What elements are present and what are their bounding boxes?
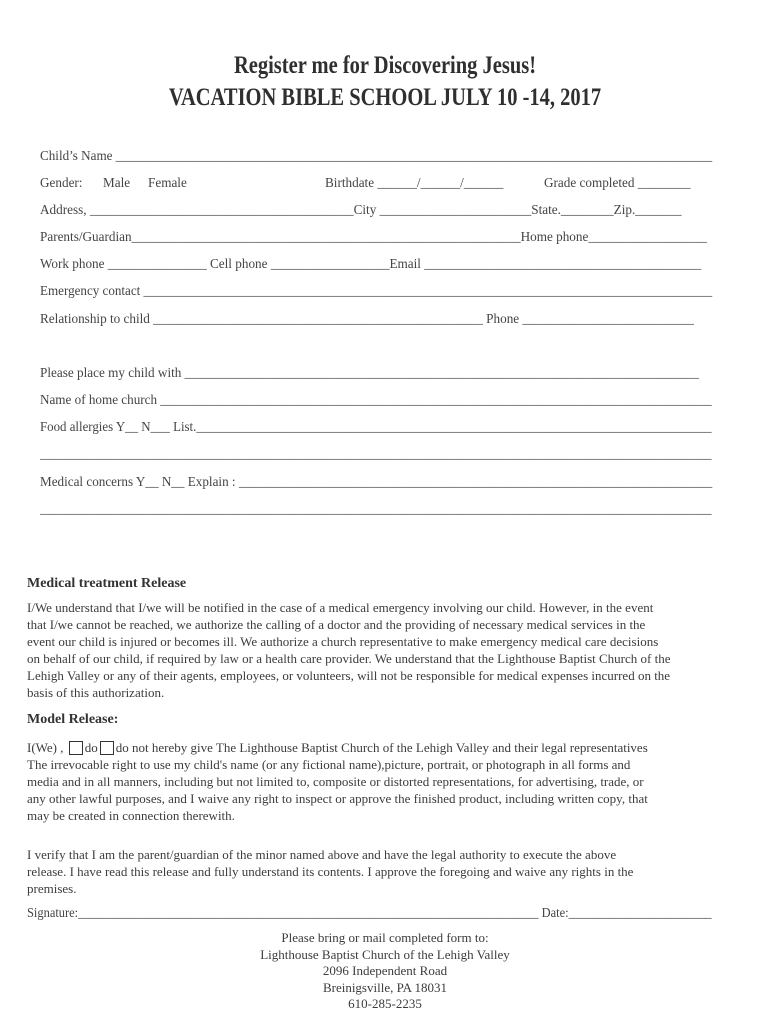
parents-field[interactable]: Parents/Guardian___________________________________________________________Home phone__________________ <box>40 229 708 244</box>
place-with-field[interactable]: Please place my child with ______________________________________________________________________________ <box>40 365 699 380</box>
model-release-text <box>27 739 747 824</box>
paragraph-line: on behalf of our child, if required by law or a health care provider. We understand that the Lighthouse Baptist Church of the <box>27 651 671 666</box>
footer-line: Please bring or mail completed form to: <box>281 930 489 945</box>
page-subtitle: VACATION BIBLE SCHOOL JULY 10 -14, 2017 <box>168 84 602 111</box>
birthdate-field[interactable]: Birthdate ______/______/______ <box>325 175 504 190</box>
emergency-contact-field[interactable]: Emergency contact _______________________________________________________________________________________ <box>40 283 713 298</box>
paragraph-line: I/We understand that I/we will be notified in the case of a medical emergency involving our child. However, in the event <box>27 600 654 615</box>
model-release-prefix: I(We) , <box>27 740 64 755</box>
gender-male-option[interactable]: Male <box>103 175 131 190</box>
model-release-suffix: do not hereby give The Lighthouse Baptist Church of the Lehigh Valley and their legal representatives <box>115 740 648 755</box>
paragraph-line: Lehigh Valley or any of their agents, employees, or volunteers, will not be responsible for medical expenses incurred on the <box>27 668 671 683</box>
footer-line: 2096 Independent Road <box>322 963 448 978</box>
signature-field[interactable]: Signature:__________________________________________________________________________ Date:_______________________ <box>27 905 712 920</box>
footer-line: Breinigsville, PA 18031 <box>322 979 448 995</box>
paragraph-line: that I/we cannot be reached, we authorize the calling of a doctor and the providing of necessary medical services in the <box>27 617 646 632</box>
work-phone-field[interactable]: Work phone _______________ Cell phone __________________Email __________________________________________ <box>40 256 702 271</box>
do-checkbox[interactable] <box>69 741 83 755</box>
do-label: do <box>84 740 98 755</box>
paragraph-line: may be created in connection therewith. <box>27 808 235 823</box>
blank-line[interactable]: ___________________________________________________________________________________________________________ <box>40 501 712 516</box>
footer-line: 610-285-2235 <box>348 996 422 1011</box>
relationship-field[interactable]: Relationship to child __________________________________________________ Phone __________________________ <box>40 311 694 326</box>
grade-field[interactable]: Grade completed ________ <box>544 175 691 190</box>
mailing-address <box>0 930 770 1013</box>
medical-release-heading: Medical treatment Release <box>27 576 187 591</box>
food-allergies-field[interactable]: Food allergies Y__ N___ List.________________________________________________________________________________ <box>40 419 712 434</box>
footer-line: Lighthouse Baptist Church of the Lehigh Valley <box>260 946 510 962</box>
blank-line[interactable]: ___________________________________________________________________________________________________________ <box>40 446 712 461</box>
gender-label: Gender: <box>40 175 83 190</box>
paragraph-line: premises. <box>27 881 77 896</box>
paragraph-line: release. I have read this release and fully understand its contents. I approve the foregoing and waive any rights in the <box>27 864 634 879</box>
paragraph-line: any other lawful purposes, and I waive any right to inspect or approve the finished product, including written copy, that <box>27 791 648 806</box>
verify-text <box>27 846 747 897</box>
page-title: Register me for Discovering Jesus! <box>233 52 537 79</box>
do-not-checkbox[interactable] <box>100 741 114 755</box>
address-field[interactable]: Address, ________________________________________City _______________________State.________Zip._______ <box>40 202 682 217</box>
medical-concerns-field[interactable]: Medical concerns Y__ N__ Explain : ________________________________________________________________________ <box>40 474 713 489</box>
gender-female-option[interactable]: Female <box>148 175 187 190</box>
paragraph-line: basis of this authorization. <box>27 685 165 700</box>
paragraph-line: media and in all manners, including but not limited to, composite or distorted representations, for advertising, trade, or <box>27 774 644 789</box>
child-name-field[interactable]: Child’s Name ___________________________________________________________________________________________ <box>40 148 713 163</box>
medical-release-text <box>27 599 747 701</box>
model-release-heading: Model Release: <box>27 712 119 727</box>
home-church-field[interactable]: Name of home church ____________________________________________________________________________________ <box>40 392 712 407</box>
paragraph-line: event our child is injured or becomes ill. We authorize a church representative to make emergency medical care decisions <box>27 634 659 649</box>
model-release-choice-line <box>27 739 747 756</box>
paragraph-line: The irrevocable right to use my child's name (or any fictional name),picture, portrait, or photograph in all forms and <box>27 757 631 772</box>
paragraph-line: I verify that I am the parent/guardian of the minor named above and have the legal authority to execute the above <box>27 847 617 862</box>
